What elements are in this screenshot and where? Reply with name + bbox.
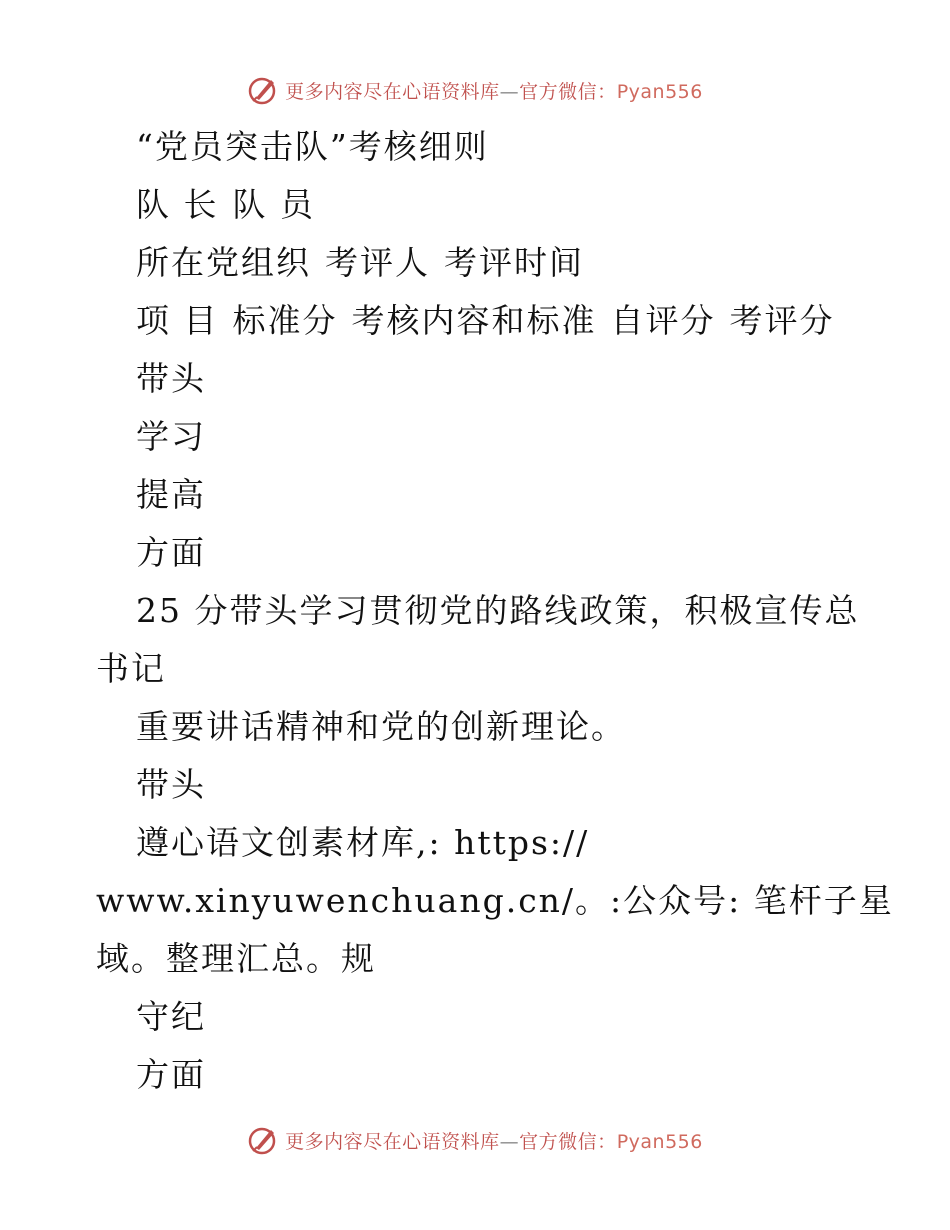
ad-line-url: www.xinyuwenchuang.cn/。:公众号: 笔杆子星 bbox=[96, 881, 894, 920]
doc-title: “党员突击队”考核细则 bbox=[136, 127, 489, 166]
header-row-org: 所在党组织 考评人 考评时间 bbox=[136, 243, 584, 282]
section1-word: 提高 bbox=[136, 475, 206, 514]
banner-text: 更多内容尽在心语资料库—官方微信：Pyan556 bbox=[285, 80, 703, 103]
section2-word: 带头 bbox=[136, 765, 206, 804]
quill-logo-icon bbox=[247, 74, 279, 106]
section1-word: 学习 bbox=[136, 417, 206, 456]
section2-word: 方面 bbox=[136, 1055, 206, 1094]
ad-line-tail: 域。整理汇总。规 bbox=[96, 939, 376, 978]
banner-text: 更多内容尽在心语资料库—官方微信：Pyan556 bbox=[285, 1130, 703, 1153]
section1-word: 方面 bbox=[136, 533, 206, 572]
table-header-row: 项 目 标准分 考核内容和标准 自评分 考评分 bbox=[136, 301, 835, 340]
item1-text-wrap: 书记 bbox=[96, 649, 166, 688]
header-row-members: 队 长 队 员 bbox=[136, 185, 315, 224]
item1-text-cont: 重要讲话精神和党的创新理论。 bbox=[136, 707, 626, 746]
section2-word: 守纪 bbox=[136, 997, 206, 1036]
section1-word: 带头 bbox=[136, 359, 206, 398]
footer-banner bbox=[0, 1120, 950, 1160]
document-body bbox=[96, 118, 894, 1104]
quill-logo-icon bbox=[247, 1124, 279, 1156]
ad-line: 遵心语文创素材库,: https:// bbox=[136, 823, 590, 862]
header-banner bbox=[0, 70, 950, 110]
item1-text: 25 分带头学习贯彻党的路线政策，积极宣传总 bbox=[136, 591, 860, 630]
